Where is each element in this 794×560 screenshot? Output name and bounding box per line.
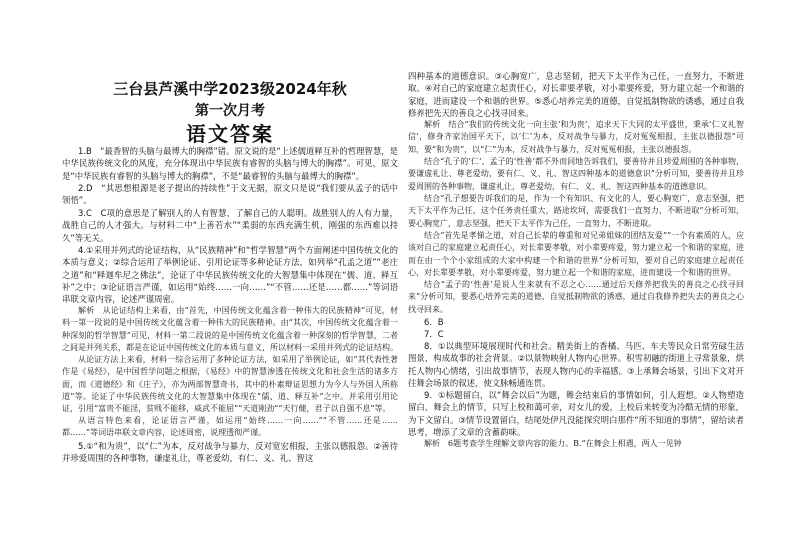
right-paragraph-10: 9．①标题留白，以“舞会以后”为题，舞会结束后的事情如何，引人遐想。②人物塑造留白，舞会上的情节，只写上校和蔼可亲，对女儿的爱，上校后来转变为冷酷无情的形象，为下文留白。③情节设置留白，结尾处伊凡没能探究明白那件“所不知道的事情”，留给读者思考，增添了文章的含蓄韵味。 (408, 390, 744, 437)
right-paragraph-7: 6．B (424, 317, 444, 327)
right-paragraph-1: 四种基本的道德意识。③心胸宽广，息志坚韧，把天下太平作为己任，一直努力，不断进取。④对自己的家庭建立起责任心，对长辈要孝敬，对小辈要疼爱，努力建立起一个和谐的家庭，进而建设一个和谐的世界。⑤悉心培养完美的道德，自觉抵制物欲的诱惑，通过自我修养把先天的善良之心找寻回来。 (408, 71, 744, 118)
left-paragraph-3: 3.C C项的意思是了解别人的人有智慧，了解自己的人聪明。战胜别人的人有力量，战胜自己的人才强大。与材料二中“上善若水”“柔弱的东西充满生机，刚强的东西难以持久”等无关。 (62, 208, 398, 243)
left-paragraph-6: 从论证方法上来看，材料一综合运用了多种论证方法，如采用了举例论证，如“其代表性著作是《易经》，是中国哲学问题之根据，《易经》中的智慧渗透在传统文化和社会生活的诸多方面，而《道德经》和《庄子》，亦为两部智慧奇书，其中的朴素辩证思想力为今人与外国人所称道”等。论证了中华民族传统文化的大智慧集中体现在“儒、道、释互补”之中。并采用引用论证，引用“富贵不能淫，贫贱不能移，威武不能屈”“天道刚劲”“天行健，君子以自强不息”等。 (62, 355, 398, 414)
left-paragraph-4: 4.①采用并列式的论证结构，从“民族精神”和“哲学智慧”两个方面阐述中国传统文化的本质与意义；②综合运用了举例论证、引用论证等多种论证方法，如列举“孔孟之道”“老庄之道”和“释迦牟尼之佛法”，论证了中华民族传统文化的大智慧集中体现在“儒、道、释互补”之中；③论证语言严谨，如运用“始终……一向……”“不管……还是……都……”等词语串联文章内容，论述严谨周密。 (62, 245, 398, 305)
right-paragraph-11: 解析 6题考查学生理解文章内容的能力。B.“在舞会上相遇，两人一见钟 (424, 439, 682, 448)
answer-key-title: 语文答案 (186, 122, 274, 146)
left-paragraph-8: 5.①“和为贵”，以“仁”为本，反对战争与暴力，反对宽宏相报，主张以德报怨。②善待并珍爱周围的各种事物，谦虚礼让，尊老爱幼，有仁、义、礼、智这 (62, 441, 398, 464)
left-paragraph-2: 2.D “其思想根源是老子提出的持续性”于文无据，原文只是说“我们要从孟子的话中领悟”。 (62, 183, 398, 206)
exam-name: 第一次月考 (195, 103, 265, 119)
right-paragraph-5: 结合“首先是孝悌之道，对自己长辈的尊重和对兄弟姐妹的团结友爱”“一个有素质的人，应该对自己的家庭建立起责任心，对长辈要孝敬，对小辈要疼爱，努力建立起一个和谐的家庭，进而在由一个个小家组成的大家中构建一个和谐的世界”分析可知，要对自己的家庭建立起责任心，对长辈要孝敬，对小辈要疼爱，努力建立起一个和谐的家庭，进而建设一个和谐的世界。 (408, 231, 744, 277)
left-paragraph-5: 解析 从论证结构上来看，由“首先，中国传统文化蕴含着一种伟大的民族精神”可见，材料一第一段说的是中国传统文化蕴含着一种伟大的民族精神。由“其次，中国传统文化蕴含着一种深刻的哲学智慧”可见，材料一第二段说的是中国传统文化蕴含着一种深刻的哲学智慧，二者之间是并列关系，都是在论证中国传统文化的本质与意义，所以材料一采用并列式的论证结构。 (62, 306, 398, 352)
left-paragraph-7: 从语言特色来看，论证语言严谨，如运用“始终……一向……”“不管……还是……都……”等词语串联文章内容，论述周密，说理透彻严谨。 (62, 416, 398, 438)
right-paragraph-4: 结合“孔子想要告诉我们的是，作为一个有知识、有文化的人，要心胸宽广，意志坚强，把天下太平作为己任，这个任务责任重大，路途坎坷，需要我们一直努力，不断进取”分析可知，要心胸宽广，意志坚强，把天下太平作为己任，一直努力，不断进取。 (408, 194, 744, 228)
right-paragraph-8: 7．C (424, 329, 444, 339)
left-paragraph-1: 1.B “最香智的头脑与最博大的胸襟”错。原文说的是“上述儒道释互补的哲理智慧，是中华民族传统文化的风度，充分体现出中华民族有睿智的头脑与博大的胸襟”。可见，原文是“中华民族有睿智的头脑与博大的胸襟”，不是“最睿智的头脑与最博大的胸襟”。 (62, 146, 398, 181)
school-exam-title: 三台县芦溪中学2023级2024年秋 (113, 80, 347, 98)
right-paragraph-2: 解析 结合“我们的传统文化一向主张‘和为贵’，追求天下大同的太平盛世，秉承‘仁义礼智信’，修身齐家治国平天下，以‘仁’为本，反对战争与暴力，反对冤冤相报，主张以德报怨”可知，要“和为贵”，以“仁”为本，反对战争与暴力，反对冤冤相报，主张以德报怨。 (408, 120, 744, 154)
right-paragraph-3: 结合“孔子的‘仁’、孟子的‘性善’都不外而同地告诉我们，要善待并且珍爱周围的各种事物，要谦虚礼让、尊老爱幼，要有仁、义、礼、智这四种基本的道德意识”分析可知，要善待并且珍爱周围的各种事物，谦虚礼让，尊老爱幼，有仁、义、礼、智这四种基本的道德意识。 (408, 157, 744, 191)
right-paragraph-6: 结合“孟子的‘性善’是说人生来就有不忍之心……通过后天修养把我失的善良之心找寻回来”分析可知，要悉心培养完美的道德，自觉抵制物欲的诱惑，通过自我修养把失去的善良之心找寻回来。 (408, 280, 744, 314)
right-paragraph-9: 8．①以典型环境展现时代和社会。精美街上的香橘、马匹、车夫等民众日常劳碌生活图景，构成故事的社会背景。②以景物映射人物内心世界。积雪初融的街道上寻常景象，烘托人物内心情绪，引出故事情节，表现人物内心的幸福感。③上承舞会场景，引出下文对开往舞会场景的叙述，使文脉畅通连贯。 (408, 341, 744, 388)
